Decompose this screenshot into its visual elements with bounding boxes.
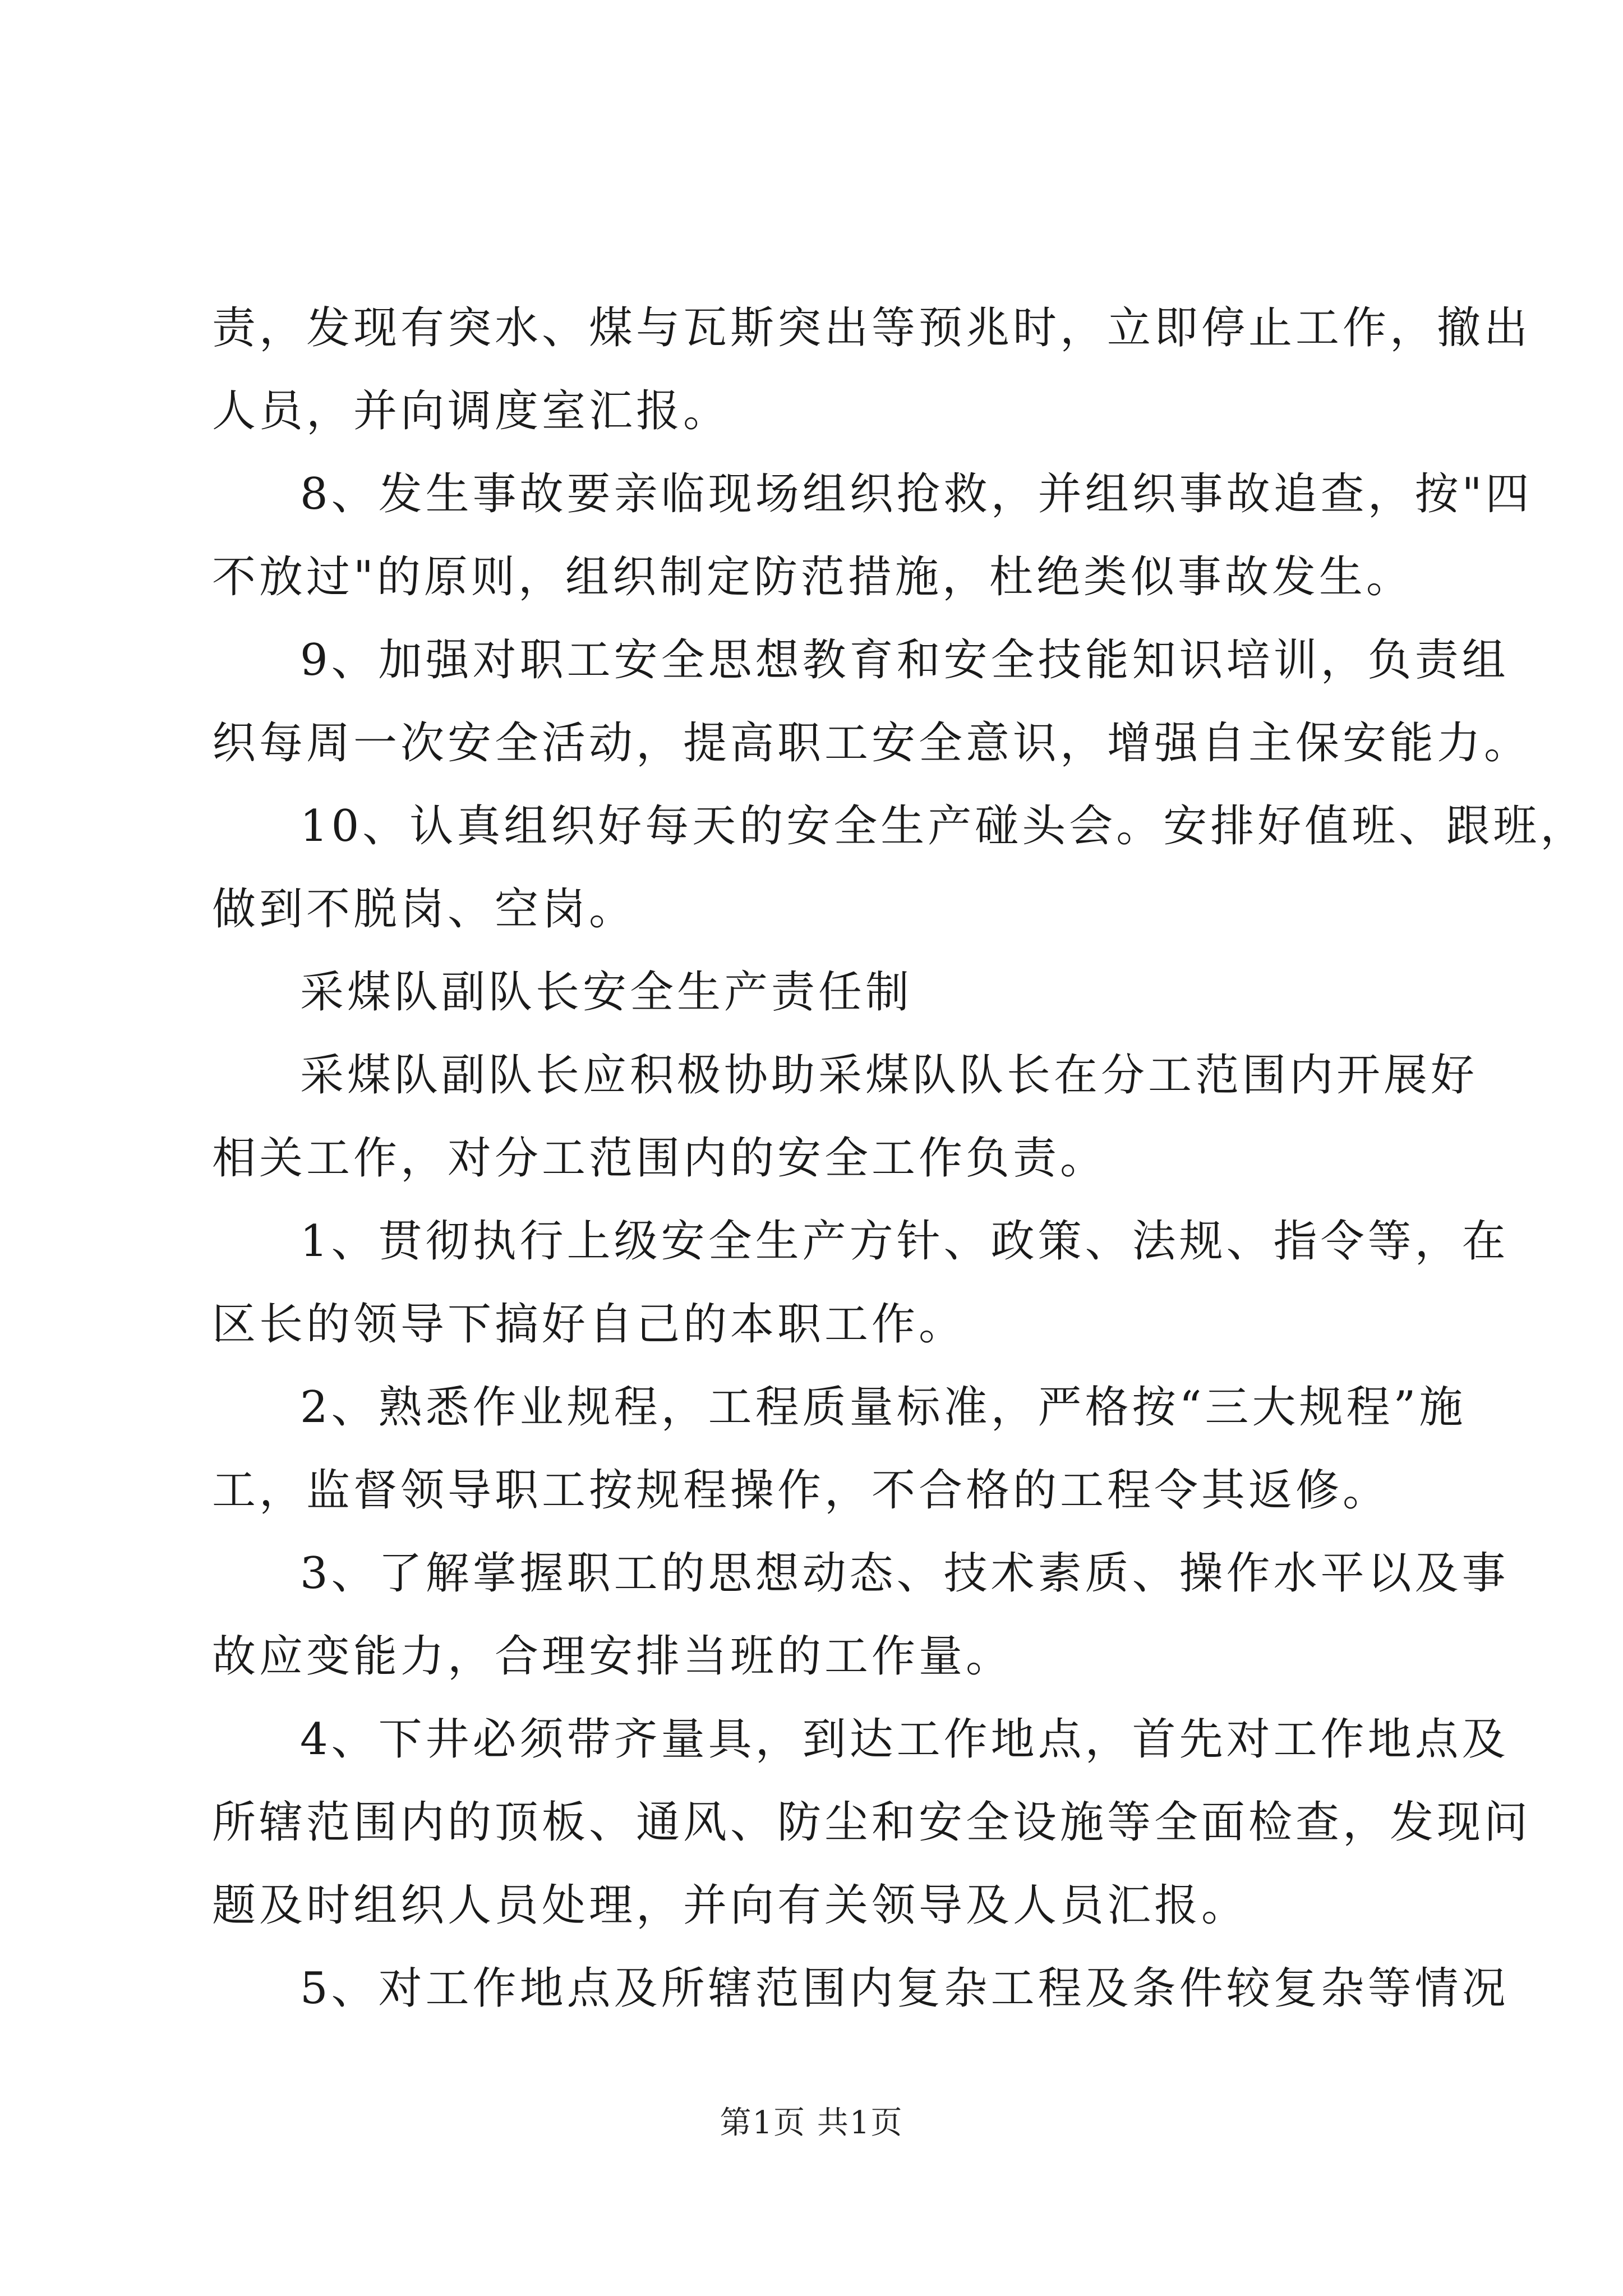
text-line: 10、认真组织好每天的安全生产碰头会。安排好值班、跟班， (300, 801, 1588, 852)
text-line: 1、贯彻执行上级安全生产方针、政策、法规、指令等，在 (300, 1216, 1509, 1267)
text-line: 2、熟悉作业规程，工程质量标准，严格按“三大规程”施 (300, 1382, 1467, 1433)
text-line: 3、了解掌握职工的思想动态、技术素质、操作水平以及事 (300, 1548, 1509, 1599)
text-line: 不放过"的原则，组织制定防范措施，杜绝类似事故发生。 (212, 552, 1413, 602)
text-line: 相关工作，对分工范围内的安全工作负责。 (212, 1133, 1108, 1184)
text-line: 责，发现有突水、煤与瓦斯突出等预兆时，立即停止工作，撤出 (212, 303, 1532, 353)
text-line: 织每周一次安全活动，提高职工安全意识，增强自主保安能力。 (212, 718, 1532, 769)
text-line: 5、对工作地点及所辖范围内复杂工程及条件较复杂等情况 (300, 1963, 1509, 2014)
page-number-footer: 第1页 共1页 (720, 2105, 903, 2141)
text-line: 4、下井必须带齐量具，到达工作地点，首先对工作地点及 (300, 1714, 1509, 1765)
text-line: 9、加强对职工安全思想教育和安全技能知识培训，负责组 (300, 635, 1509, 685)
section-heading: 采煤队副队长安全生产责任制 (300, 967, 913, 1018)
text-line: 所辖范围内的顶板、通风、防尘和安全设施等全面检查，发现问 (212, 1797, 1532, 1848)
text-line: 采煤队副队长应积极协助采煤队队长在分工范围内开展好 (300, 1050, 1478, 1101)
text-line: 8、发生事故要亲临现场组织抢救，并组织事故追查，按"四 (300, 469, 1533, 519)
text-line: 区长的领导下搞好自己的本职工作。 (212, 1299, 966, 1350)
text-line: 故应变能力，合理安排当班的工作量。 (212, 1631, 1013, 1682)
text-line: 做到不脱岗、空岗。 (212, 884, 637, 935)
text-line: 人员，并向调度室汇报。 (212, 386, 731, 436)
text-line: 工，监督领导职工按规程操作，不合格的工程令其返修。 (212, 1465, 1390, 1516)
text-line: 题及时组织人员处理，并向有关领导及人员汇报。 (212, 1880, 1249, 1931)
